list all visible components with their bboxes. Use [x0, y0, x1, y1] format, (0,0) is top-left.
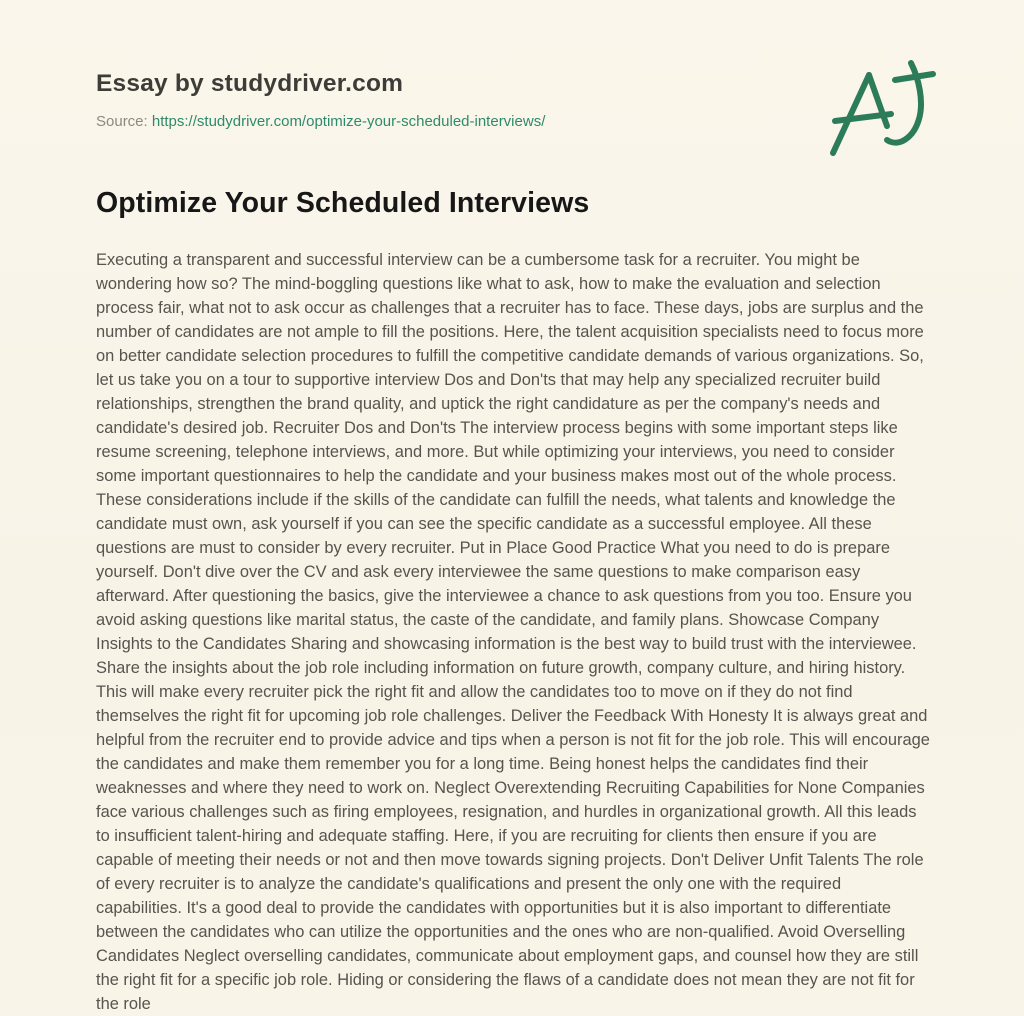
article-title: Optimize Your Scheduled Interviews: [96, 187, 590, 219]
studydriver-a-plus-logo-icon: [828, 60, 936, 162]
source-url-link[interactable]: https://studydriver.com/optimize-your-scheduled-interviews/: [151, 113, 546, 130]
source-label: Source:: [96, 113, 148, 130]
article-body: Executing a transparent and successful interview can be a cumbersome task for a recruiter. You might be wondering how so? The mind-boggling questions like what to ask, how to make the evaluation and selection process fair, what not to ask occur as challenges that a recruiter has to face. These days, jobs are surplus and the number of candidates are not ample to fill the positions. Here, the talent acquisition specialists need to focus more on better candidate selection procedures to fulfill the competitive candidate demands of various organizations. So, let us take you on a tour to supportive interview Dos and Don'ts that may help any specialized recruiter build relationships, strengthen the brand quality, and uptick the right candidature as per the company's needs and candidate's desired job. Recruiter Dos and Don'ts The interview process begins with some important steps like resume screening, telephone interviews, and more. But while optimizing your interviews, you need to consider some important questionnaires to help the candidate and your business makes most out of the whole process. These considerations include if the skills of the candidate can fulfill the needs, what talents and knowledge the candidate must own, ask yourself if you can see the specific candidate as a successful employee. All these questions are must to consider by every recruiter. Put in Place Good Practice What you need to do is prepare yourself. Don't dive over the CV and ask every interviewee the same questions to make comparison easy afterward. After questioning the basics, give the interviewee a chance to ask questions from you too. Ensure you avoid asking questions like marital status, the caste of the candidate, and family plans. Showcase Company Insights to the Candidates Sharing and showcasing information is the best way to build trust with the interviewee. Share the insights about the job role including information on future growth, company culture, and hiring history. This will make every recruiter pick the right fit and allow the candidates too to move on if they do not find themselves the right fit for upcoming job role challenges. Deliver the Feedback With Honesty It is always great and helpful from the recruiter end to provide advice and tips when a person is not fit for the job role. This will encourage the candidates and make them remember you for a long time. Being honest helps the candidates find their weaknesses and where they need to work on. Neglect Overextending Recruiting Capabilities for None Companies face various challenges such as firing employees, resignation, and hurdles in organizational growth. All this leads to insufficient talent-hiring and adequate staffing. Here, if you are recruiting for clients then ensure if you are capable of meeting their needs or not and then move towards signing projects. Don't Deliver Unfit Talents The role of every recruiter is to analyze the candidate's qualifications and present the only one with the required capabilities. It's a good deal to provide the candidates with opportunities but it is also important to differentiate between the candidates who can utilize the opportunities and the ones who are non-qualified. Avoid Overselling Candidates Neglect overselling candidates, communicate about employment gaps, and counsel how they are still the right fit for a specific job role. Hiding or considering the flaws of a candidate does not mean they are not fit for the role: [96, 251, 930, 1013]
source-line: [96, 113, 932, 130]
site-title: Essay by studydriver.com: [96, 70, 404, 97]
